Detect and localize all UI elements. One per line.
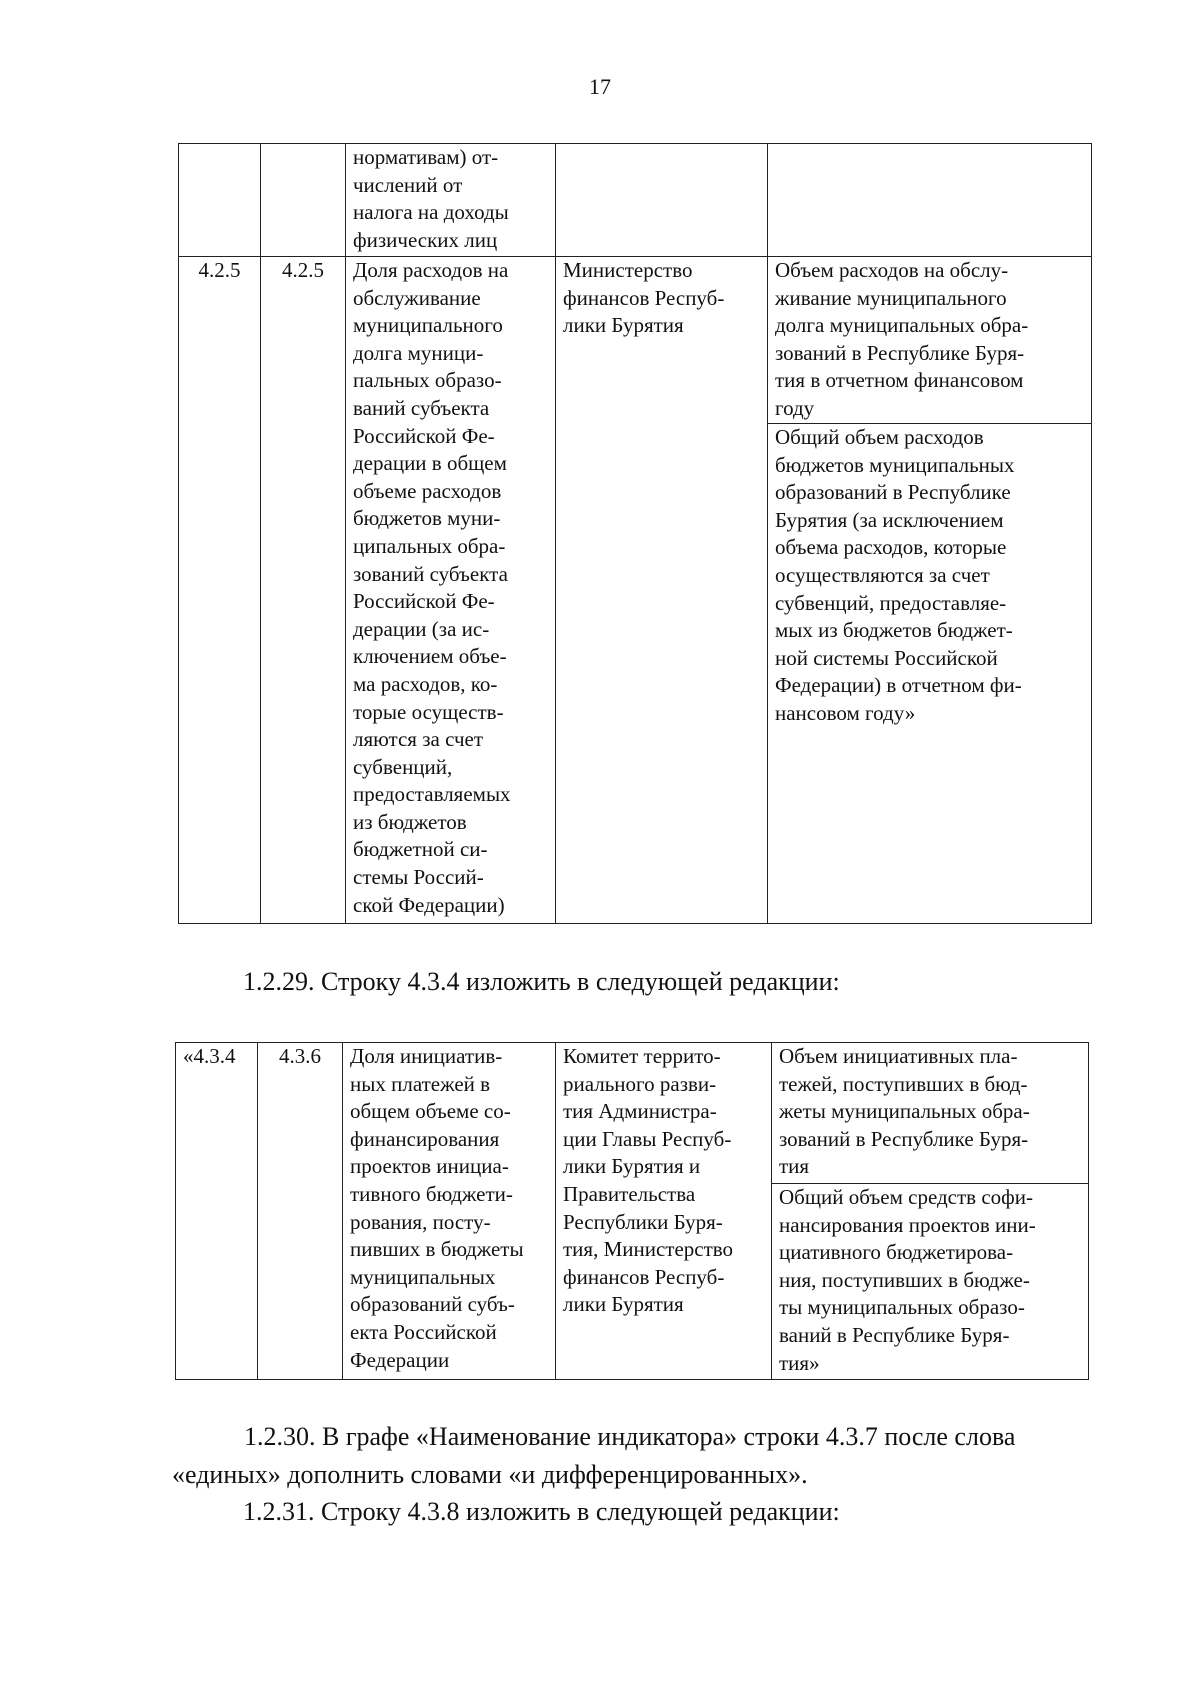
cell-number xyxy=(179,144,261,257)
paragraph-1-2-29: 1.2.29. Строку 4.3.4 изложить в следующей редакции: xyxy=(243,967,840,996)
cell-code: 4.2.5 xyxy=(261,257,346,924)
cell-indicator-name: нормативам) от- числений от налога на доходы физических лиц xyxy=(346,144,556,257)
cell-responsible: Министерство финансов Респуб- лики Бурятия xyxy=(556,257,768,924)
cell-code xyxy=(261,144,346,257)
table-row xyxy=(176,1043,1089,1184)
table-row xyxy=(179,257,1092,424)
cell-denominator: Общий объем расходов бюджетов муниципальных образований в Республике Бурятия (за исключением объема расходов, которые осуществляются за счет субвенций, предоставляе- мых из бюджетов бюджет- ной системы Российской Федерации) в отчетном фи- нансовом году» xyxy=(768,424,1092,924)
indicator-table-2 xyxy=(175,1042,1089,1380)
paragraph-1-2-31: 1.2.31. Строку 4.3.8 изложить в следующей редакции: xyxy=(243,1497,840,1526)
cell-number: 4.2.5 xyxy=(179,257,261,924)
paragraph-1-2-30 xyxy=(172,1418,1092,1494)
cell-number: «4.3.4 xyxy=(176,1043,258,1380)
paragraph-line: «единых» дополнить словами «и дифференцированных». xyxy=(172,1460,808,1489)
cell-formula xyxy=(768,144,1092,257)
indicator-table-1 xyxy=(178,143,1092,924)
cell-numerator: Объем расходов на обслу- живание муниципального долга муниципальных обра- зований в Республике Буря- тия в отчетном финансовом году xyxy=(768,257,1092,424)
cell-code: 4.3.6 xyxy=(258,1043,343,1380)
paragraph-line: 1.2.30. В графе «Наименование индикатора» строки 4.3.7 после слова xyxy=(244,1422,1016,1451)
page-number: 17 xyxy=(589,74,611,99)
cell-indicator-name: Доля расходов на обслуживание муниципального долга муници- пальных образо- ваний субъекта Российской Фе- дерации в общем объеме расходов бюджетов муни- ципальных обра- зований субъекта Российской Фе- дерации (за ис- ключением объе- ма расходов, ко- торые осуществ- ляются за счет субвенций, предоставляемых из бюджетов бюджетной си- стемы Россий- ской Федерации) xyxy=(346,257,556,924)
cell-responsible: Комитет террито- риального разви- тия Администра- ции Главы Респуб- лики Бурятия и Правительства Республики Буря- тия, Министерство финансов Респуб- лики Бурятия xyxy=(556,1043,772,1380)
cell-numerator: Объем инициативных пла- тежей, поступивших в бюд- жеты муниципальных обра- зований в Республике Буря- тия xyxy=(772,1043,1089,1184)
cell-responsible xyxy=(556,144,768,257)
cell-denominator: Общий объем средств софи- нансирования проектов ини- циативного бюджетирова- ния, поступивших в бюдже- ты муниципальных образо- ваний в Республике Буря- тия» xyxy=(772,1184,1089,1380)
cell-indicator-name: Доля инициатив- ных платежей в общем объеме со- финансирования проектов инициа- тивного бюджети- рования, посту- пивших в бюджеты муниципальных образований субъ- екта Российской Федерации xyxy=(343,1043,556,1380)
table-row xyxy=(179,144,1092,257)
